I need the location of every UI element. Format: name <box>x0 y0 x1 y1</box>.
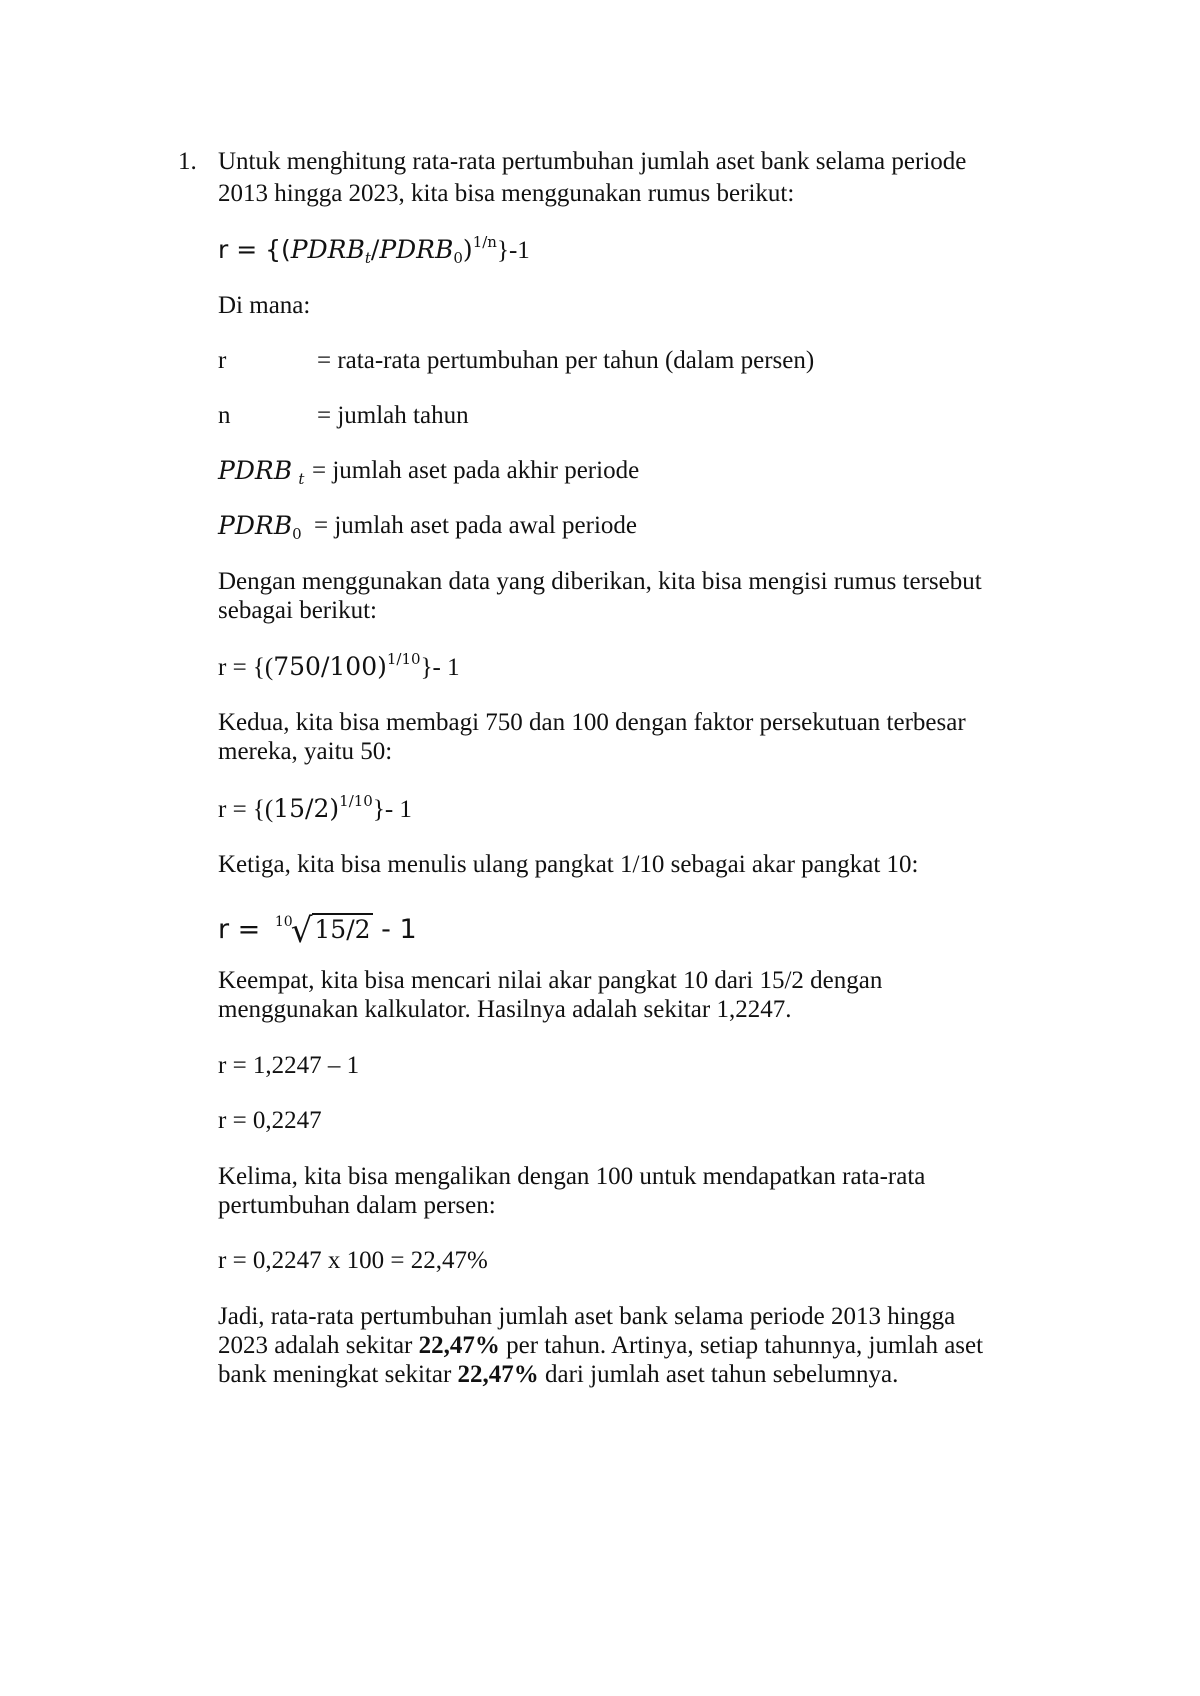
para-kedua-line-1: Kedua, kita bisa membagi 750 dan 100 dengan faktor persekutuan terbesar <box>218 709 966 736</box>
para-kelima-line-1: Kelima, kita bisa mengalikan dengan 100 untuk mendapatkan rata-rata <box>218 1163 926 1190</box>
formula-tail: }-1 <box>496 237 530 264</box>
formula-pdrb-0: PDRB <box>379 235 454 264</box>
conclusion-line-3-start: bank meningkat sekitar <box>218 1361 458 1388</box>
para-keempat-line-1: Keempat, kita bisa mencari nilai akar pangkat 10 dari 15/2 dengan <box>218 967 883 994</box>
para-data-line-1: Dengan menggunakan data yang diberikan, kita bisa mengisi rumus tersebut <box>218 568 982 595</box>
def-text-pdrb-t: = jumlah aset pada akhir periode <box>312 457 640 484</box>
def-label-pdrb-t <box>218 455 304 488</box>
eq3-tail: - 1 <box>372 914 417 945</box>
eq2-lhs: r = {( <box>218 796 274 823</box>
formula-sub-t: t <box>364 249 371 267</box>
def-pdrb-0-sub: 0 <box>292 525 302 543</box>
conclusion-line-3-end: dari jumlah aset tahun sebelumnya. <box>538 1361 899 1388</box>
growth-formula <box>218 234 530 267</box>
formula-lhs: r = {( <box>218 235 291 264</box>
conclusion-line-3 <box>218 1359 898 1391</box>
conclusion-line-2 <box>218 1330 983 1362</box>
intro-line-1: Untuk menghitung rata-rata pertumbuhan jumlah aset bank selama periode <box>218 148 967 175</box>
formula-close: ) <box>462 235 473 264</box>
formula-exponent: 1/n <box>472 233 497 251</box>
eq1-close: ) <box>377 652 387 681</box>
formula-pdrb-t: PDRB <box>290 235 365 264</box>
equation-5: r = 0,2247 <box>218 1107 322 1134</box>
eq3-radicand: 15/2 <box>314 915 371 944</box>
radical-sign-icon: √ <box>290 911 313 951</box>
eq1-inner: 750/100 <box>273 652 378 681</box>
conclusion-rate-bold: 22,47% <box>418 1332 500 1359</box>
def-label-n: n <box>218 402 231 429</box>
eq1-exponent: 1/10 <box>386 650 421 668</box>
equation-6: r = 0,2247 x 100 = 22,47% <box>218 1247 488 1274</box>
eq1-lhs: r = {( <box>218 654 274 681</box>
formula-slash: / <box>370 235 380 264</box>
conclusion-line-1: Jadi, rata-rata pertumbuhan jumlah aset bank selama periode 2013 hingga <box>218 1303 956 1330</box>
eq2-tail: }- 1 <box>372 796 412 823</box>
formula-sub-0: 0 <box>453 249 463 267</box>
eq3-lhs: r = <box>218 914 269 945</box>
def-text-r: = rata-rata pertumbuhan per tahun (dalam persen) <box>317 347 815 374</box>
eq2-exponent: 1/10 <box>339 792 373 810</box>
para-data-line-2: sebagai berikut: <box>218 597 377 624</box>
di-mana-label: Di mana: <box>218 292 311 319</box>
equation-3 <box>218 906 417 951</box>
conclusion-line-2-end: per tahun. Artinya, setiap tahunnya, jumlah aset <box>499 1332 984 1359</box>
equation-1 <box>218 651 460 684</box>
para-keempat-line-2: menggunakan kalkulator. Hasilnya adalah sekitar 1,2247. <box>218 996 792 1023</box>
def-pdrb-t-sub: t <box>298 470 305 488</box>
para-ketiga: Ketiga, kita bisa menulis ulang pangkat 1/10 sebagai akar pangkat 10: <box>218 851 919 878</box>
eq2-inner: 15/2 <box>273 794 330 823</box>
equation-4: r = 1,2247 – 1 <box>218 1052 360 1079</box>
intro-line-2: 2013 hingga 2023, kita bisa menggunakan rumus berikut: <box>218 180 795 207</box>
def-pdrb-0-name: PDRB <box>218 511 293 540</box>
conclusion-rate-bold-2: 22,47% <box>457 1361 539 1388</box>
def-text-n: = jumlah tahun <box>317 402 469 429</box>
conclusion-line-2-start: 2023 adalah sekitar <box>218 1332 419 1359</box>
eq1-tail: }- 1 <box>420 654 460 681</box>
equation-2 <box>218 793 412 826</box>
def-label-pdrb-0 <box>218 510 302 543</box>
para-kedua-line-2: mereka, yaitu 50: <box>218 738 393 765</box>
def-pdrb-t-name: PDRB <box>218 456 293 485</box>
def-label-r: r <box>218 347 227 374</box>
eq3-root-index: 10 <box>274 914 293 930</box>
eq2-close: ) <box>329 794 340 823</box>
def-text-pdrb-0: = jumlah aset pada awal periode <box>314 512 637 539</box>
list-number: 1. <box>178 148 197 175</box>
para-kelima-line-2: pertumbuhan dalam persen: <box>218 1192 496 1219</box>
